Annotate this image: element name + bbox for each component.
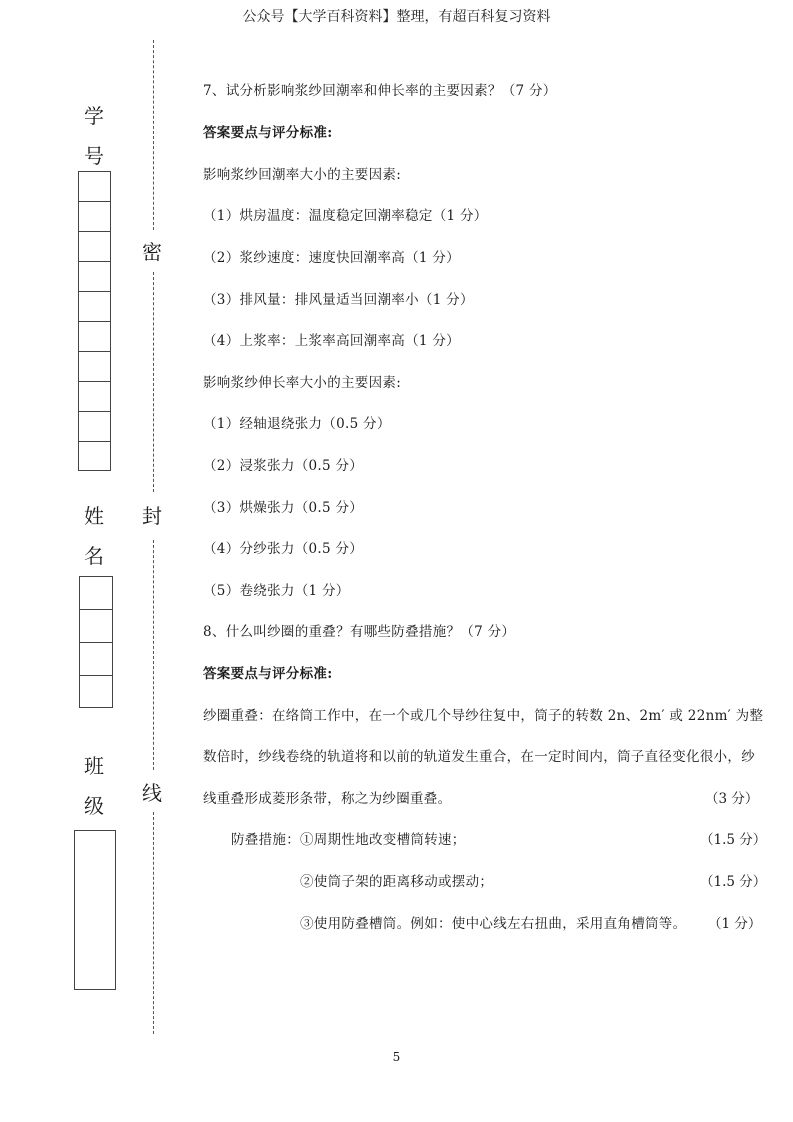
q7-answer-heading: 答案要点与评分标准: (203, 125, 333, 141)
name-cell[interactable] (80, 643, 112, 676)
seal-dashed-line-mid2 (153, 540, 154, 770)
q7-elongation-heading: 影响浆纱伸长率大小的主要因素: (203, 375, 402, 391)
name-cell[interactable] (80, 577, 112, 610)
q7-elongation-item: （2）浸浆张力（0.5 分） (203, 458, 364, 474)
q8-definition-line: 纱圈重叠：在络筒工作中，在一个或几个导纱往复中，筒子的转数 2n、2m′ 或 22nm′ 为整 (203, 708, 764, 724)
q8-definition-line: 数倍时，纱线卷绕的轨道将和以前的轨道发生重合，在一定时间内，筒子直径变化很小，纱 (203, 749, 755, 765)
q7-moisture-item: （4）上浆率：上浆率高回潮率高（1 分） (203, 333, 460, 349)
q8-question: 8、什么叫纱圈的重叠？有哪些防叠措施？（7 分） (203, 624, 516, 640)
name-cell[interactable] (80, 676, 112, 707)
seal-dashed-line-bottom (153, 812, 154, 1034)
q8-measure-score: （1.5 分） (700, 832, 767, 848)
q8-measure: 防叠措施：①周期性地改变槽筒转速； (231, 832, 466, 848)
q7-moisture-heading: 影响浆纱回潮率大小的主要因素: (203, 167, 402, 183)
q7-question: 7、试分析影响浆纱回潮率和伸长率的主要因素？（7 分） (203, 83, 557, 99)
q8-definition-line: 线重叠形成菱形条带，称之为纱圈重叠。 (203, 791, 452, 807)
student-id-boxes[interactable] (78, 171, 111, 471)
header-note: 公众号【大学百科资料】整理，有超百科复习资料 (242, 9, 551, 25)
q8-measure-score: （1.5 分） (700, 874, 767, 890)
seal-dashed-line-mid1 (153, 272, 154, 492)
class-label-2: 级 (84, 794, 104, 818)
seal-dashed-line-top (153, 40, 154, 230)
name-boxes[interactable] (79, 576, 113, 708)
q8-measure: ③使用防叠槽筒。例如：使中心线左右扭曲，采用直角槽筒等。 (300, 916, 687, 932)
student-id-cell[interactable] (79, 442, 110, 470)
seal-char-mi: 密 (142, 240, 162, 264)
class-label-1: 班 (84, 754, 104, 778)
q8-definition-score: （3 分） (705, 791, 759, 807)
name-label-2: 名 (84, 544, 104, 568)
student-id-cell[interactable] (79, 172, 110, 202)
q7-moisture-item: （2）浆纱速度：速度快回潮率高（1 分） (203, 250, 460, 266)
q7-elongation-item: （1）经轴退绕张力（0.5 分） (203, 416, 391, 432)
student-id-cell[interactable] (79, 412, 110, 442)
student-id-cell[interactable] (79, 202, 110, 232)
student-id-cell[interactable] (79, 232, 110, 262)
q7-elongation-item: （5）卷绕张力（1 分） (203, 583, 350, 599)
q7-moisture-item: （1）烘房温度：温度稳定回潮率稳定（1 分） (203, 208, 488, 224)
student-id-label-2: 号 (84, 144, 104, 168)
student-id-cell[interactable] (79, 352, 110, 382)
seal-char-feng: 封 (142, 504, 162, 528)
q7-elongation-item: （4）分纱张力（0.5 分） (203, 541, 364, 557)
student-id-cell[interactable] (79, 382, 110, 412)
student-id-cell[interactable] (79, 292, 110, 322)
student-id-cell[interactable] (79, 262, 110, 292)
student-id-label-1: 学 (84, 104, 104, 128)
q8-measure: ②使筒子架的距离移动或摆动； (300, 874, 494, 890)
q7-moisture-item: （3）排风量：排风量适当回潮率小（1 分） (203, 292, 474, 308)
page-number: 5 (392, 1050, 401, 1064)
name-label-1: 姓 (84, 504, 104, 528)
q7-elongation-item: （3）烘燥张力（0.5 分） (203, 500, 364, 516)
class-box[interactable] (74, 830, 116, 990)
student-id-cell[interactable] (79, 322, 110, 352)
name-cell[interactable] (80, 610, 112, 643)
q8-answer-heading: 答案要点与评分标准: (203, 666, 333, 682)
seal-char-xian: 线 (142, 781, 162, 805)
q8-measure-score: （1 分） (708, 916, 762, 932)
